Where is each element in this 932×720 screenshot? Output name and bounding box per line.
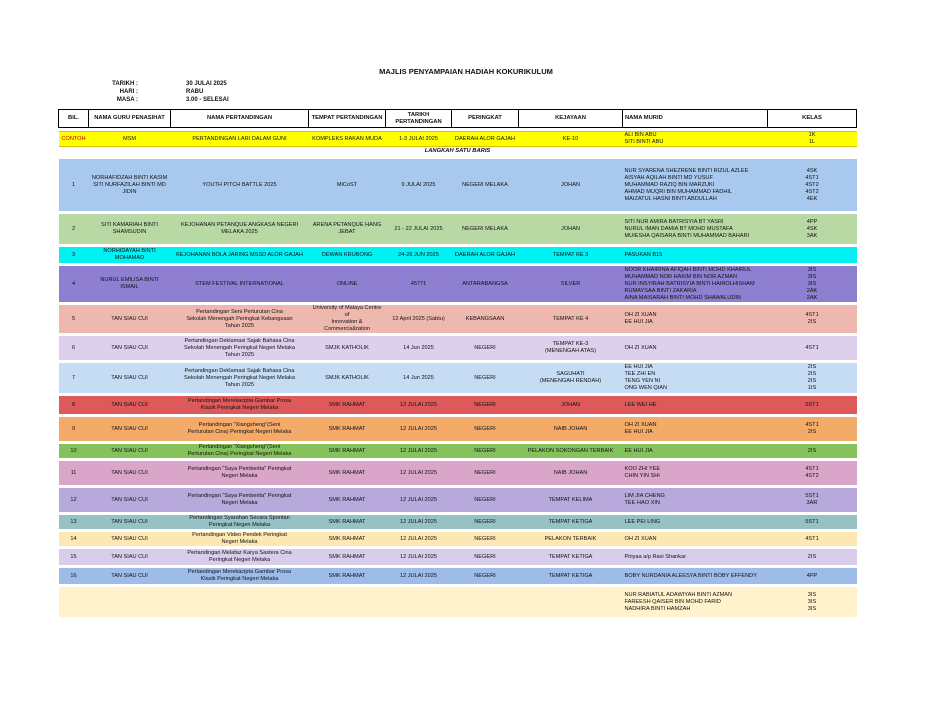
- cell-tempat: MiCoST: [309, 159, 386, 211]
- table-row: [59, 247, 857, 263]
- cell-tarikh: 12 JULAI 2025: [386, 396, 452, 414]
- cell-kelas: 4PP: [768, 568, 857, 584]
- cell-tempat: SMK RAHMAT: [309, 396, 386, 414]
- cell-guru: NORHIDAYAH BINTI MOHAMAD: [89, 247, 171, 263]
- cell-kelas: 3IS 3IS 3IS 2AK 2AK: [768, 266, 857, 302]
- cell-tempat: SMK RAHMAT: [309, 549, 386, 565]
- cell-peringkat: NEGERI: [452, 444, 519, 458]
- cell-tarikh: 12 JULAI 2025: [386, 488, 452, 512]
- cell-peringkat: NEGERI: [452, 549, 519, 565]
- cell-pertandingan: Pertandingan Video Pendek Peringkat Negeri Melaka: [171, 532, 309, 546]
- cell-tempat: SMK RAHMAT: [309, 417, 386, 441]
- cell-pertandingan: STEM FESTIVAL INTERNATIONAL: [171, 266, 309, 302]
- cell-kejayaan: TEMPAT KE 3: [519, 247, 623, 263]
- award-table: [58, 109, 857, 617]
- table-row: [59, 214, 857, 244]
- cell-peringkat: KEBANGSAAN: [452, 305, 519, 333]
- cell-bil: 4: [59, 266, 89, 302]
- example-tempat: KOMPLEKS RAKAN MUDA: [309, 132, 386, 147]
- cell-murid: KOO ZHI YEE CHIN YIN SHI: [623, 461, 768, 485]
- cell-murid: LIM JIA CHENG TEE HAO XIN: [623, 488, 768, 512]
- cell-pertandingan: Pertandingan Seni Perturutan Cina Sekolah Menengah Peringkat Kebangsaan Tahun 2025: [171, 305, 309, 333]
- cell-kelas: 4ST1 2IS: [768, 305, 857, 333]
- cell-murid: LEE PEI LING: [623, 515, 768, 529]
- cell-guru: TAN SIAU CUI: [89, 336, 171, 360]
- cell-pertandingan: KEJOHANAN BOLA JARING MSSD ALOR GAJAH: [171, 247, 309, 263]
- cell-peringkat: DAERAH ALOR GAJAH: [452, 247, 519, 263]
- cell-tempat: SMK RAHMAT: [309, 444, 386, 458]
- cell-pertandingan: Pertandingan Deklamasi Sajak Bahasa Cina Sekolah Menengah Peringkat Negeri Melaka Tahun 2025: [171, 363, 309, 393]
- cell-peringkat: NEGERI: [452, 515, 519, 529]
- cell-murid: NUR SYARENA SHEZRENE BINTI RIZUL AZLEE AISYAH AQILAH BINTI MD YUSUF MUHAMMAD RAZIQ BIN MARZUKI AHMAD MUQRI BIN MUHAMMAD FADHIL MAIZATUL HASNI BINTI ABDULLAH: [623, 159, 768, 211]
- cell-kelas: 2IS: [768, 549, 857, 565]
- cell-pertandingan: Pertandingan "Saya Pemberita" Peringkat Negeri Melaka: [171, 461, 309, 485]
- langkah-row: [59, 147, 857, 157]
- table-row: [59, 336, 857, 360]
- cell-murid: NOOR KHAIRINA AFIQAH BINTI MOHD KHAIRUL MUHAMMAD NOR HAKIM BIN NOR AZMAN NUR INSYIRAH BATRISYIA BINTI HAIROLHISHAM RUMAYSAA BINTI ZAKARIA AINA MAISARAH BINTI MOHD SHAWALUDIN: [623, 266, 768, 302]
- header-bil: BIL.: [59, 110, 89, 128]
- cell-pertandingan: Pertandingan Deklamasi Sajak Bahasa Cina Sekolah Menengah Peringkat Negeri Melaka Tahun 2025: [171, 336, 309, 360]
- cell-peringkat: NEGERI MELAKA: [452, 214, 519, 244]
- cell-kejayaan: TEMPAT KE 4: [519, 305, 623, 333]
- cell-kejayaan: SAGUHATI (MENENGAH RENDAH): [519, 363, 623, 393]
- cell-kejayaan: PELAKON TERBAIK: [519, 532, 623, 546]
- cell-tarikh: 12 JULAI 2025: [386, 444, 452, 458]
- cell-tarikh: 12 JULAI 2025: [386, 417, 452, 441]
- table-row: [59, 444, 857, 458]
- cell-pertandingan: Pertandingan "Xiangsheng"(Seni Perturutan Cina) Peringkat Negeri Melaka: [171, 444, 309, 458]
- cell-tarikh: 14 Jun 2025: [386, 336, 452, 360]
- example-kejayaan: KE-10: [519, 132, 623, 147]
- header-tarikh: TARIKH PERTANDINGAN: [386, 110, 452, 128]
- cell-tempat: SMJK KATHOLIK: [309, 336, 386, 360]
- cell-kejayaan: PELAKON SOKONGAN TERBAIK: [519, 444, 623, 458]
- cell-tempat: SMK RAHMAT: [309, 488, 386, 512]
- header-pertandingan: NAMA PERTANDINGAN: [171, 110, 309, 128]
- cell-guru: TAN SIAU CUI: [89, 515, 171, 529]
- cell-guru: TAN SIAU CUI: [89, 305, 171, 333]
- table-row: [59, 568, 857, 584]
- cell-kejayaan: NAIB JOHAN: [519, 417, 623, 441]
- table-header: [59, 110, 857, 128]
- cell-guru: TAN SIAU CUI: [89, 363, 171, 393]
- cell-peringkat: [452, 587, 519, 617]
- cell-murid: Piriyaa a/p Ravi Shankar: [623, 549, 768, 565]
- cell-peringkat: NEGERI: [452, 396, 519, 414]
- cell-kejayaan: TEMPAT KELIMA: [519, 488, 623, 512]
- meta-masa: MASA : 3.00 - SELESAI: [116, 97, 229, 103]
- example-bil: CONTOH: [59, 132, 89, 147]
- cell-bil: 14: [59, 532, 89, 546]
- cell-bil: 7: [59, 363, 89, 393]
- cell-guru: SITI KAMARIAH BINTI SHAMSUDIN: [89, 214, 171, 244]
- cell-kejayaan: JOHAN: [519, 159, 623, 211]
- cell-tarikh: 12 April 2025 (Sabtu): [386, 305, 452, 333]
- cell-tarikh: 12 JULAI 2025: [386, 461, 452, 485]
- table-row: [59, 549, 857, 565]
- cell-kelas: 4ST1 4ST2: [768, 461, 857, 485]
- cell-kelas: 2IS: [768, 444, 857, 458]
- report-title: MAJLIS PENYAMPAIAN HADIAH KOKURIKULUM: [379, 67, 553, 76]
- cell-tarikh: 45771: [386, 266, 452, 302]
- cell-guru: NURUL EMILISA BINTI ISMAIL: [89, 266, 171, 302]
- cell-tempat: University of Malaya Centre of Innovation & Commercialization: [309, 305, 386, 333]
- cell-kejayaan: TEMPAT KE-3 (MENENGAH ATAS): [519, 336, 623, 360]
- cell-peringkat: NEGERI: [452, 568, 519, 584]
- cell-kejayaan: JOHAN: [519, 396, 623, 414]
- example-tarikh: 1-3 JULAI 2025: [386, 132, 452, 147]
- cell-tempat: SMJK KATHOLIK: [309, 363, 386, 393]
- cell-tempat: SMK RAHMAT: [309, 568, 386, 584]
- cell-peringkat: NEGERI: [452, 336, 519, 360]
- cell-kelas: 5ST1: [768, 396, 857, 414]
- cell-bil: 16: [59, 568, 89, 584]
- cell-bil: 9: [59, 417, 89, 441]
- cell-kejayaan: TEMPAT KETIGA: [519, 568, 623, 584]
- cell-guru: TAN SIAU CUI: [89, 461, 171, 485]
- cell-kelas: 5ST1: [768, 515, 857, 529]
- cell-murid: OH ZI XUAN EE HUI JIA: [623, 417, 768, 441]
- cell-kelas: 2IS 2IS 2IS 1IS: [768, 363, 857, 393]
- cell-tarikh: 24-26 JUN 2025: [386, 247, 452, 263]
- cell-pertandingan: Pertandingan Syarahan Secara Spontan Peringkat Negeri Melaka: [171, 515, 309, 529]
- cell-murid: OH ZI XUAN: [623, 336, 768, 360]
- cell-murid: NUR RABIATUL ADAWIYAH BINTI AZMAN FAREESH QAISER BIN MOHD FARID NADHIRA BINTI HAMZAH: [623, 587, 768, 617]
- cell-peringkat: NEGERI MELAKA: [452, 159, 519, 211]
- cell-kelas: [768, 247, 857, 263]
- cell-pertandingan: Pertandingan Melafaz Karya Sastera Cina Peringkat Negeri Melaka: [171, 549, 309, 565]
- table-row: [59, 396, 857, 414]
- cell-tempat: SMK RAHMAT: [309, 515, 386, 529]
- cell-murid: LEE WEI HE: [623, 396, 768, 414]
- header-murid: NAMA MURID: [623, 110, 768, 128]
- cell-pertandingan: Pertandingan "Xiangsheng"(Seni Perturutan Cina) Peringkat Negeri Melaka: [171, 417, 309, 441]
- cell-tarikh: 12 JULAI 2025: [386, 515, 452, 529]
- cell-peringkat: ANTARABANGSA: [452, 266, 519, 302]
- cell-guru: [89, 587, 171, 617]
- cell-kelas: 5ST1 3AR: [768, 488, 857, 512]
- cell-bil: 11: [59, 461, 89, 485]
- cell-guru: TAN SIAU CUI: [89, 532, 171, 546]
- cell-tempat: SMK RAHMAT: [309, 461, 386, 485]
- cell-kejayaan: NAIB JOHAN: [519, 461, 623, 485]
- cell-tempat: ARENA PETANQUE HANG JEBAT: [309, 214, 386, 244]
- example-murid: ALI BIN ABU SITI BINTI ABU: [623, 132, 768, 147]
- cell-murid: OH ZI XUAN: [623, 532, 768, 546]
- cell-bil: 2: [59, 214, 89, 244]
- cell-bil: 3: [59, 247, 89, 263]
- cell-guru: TAN SIAU CUI: [89, 396, 171, 414]
- header-kejayaan: KEJAYAAN: [519, 110, 623, 128]
- cell-tarikh: 12 JULAI 2025: [386, 532, 452, 546]
- table-row: [59, 417, 857, 441]
- cell-bil: 1: [59, 159, 89, 211]
- meta-tarikh: TARIKH : 30 JULAI 2025: [112, 81, 227, 87]
- cell-tarikh: 12 JULAI 2025: [386, 568, 452, 584]
- example-peringkat: DAERAH ALOR GAJAH: [452, 132, 519, 147]
- example-kelas: 1K 1L: [768, 132, 857, 147]
- cell-tempat: DEWAN KRUBONG: [309, 247, 386, 263]
- cell-tempat: SMK RAHMAT: [309, 532, 386, 546]
- cell-peringkat: NEGERI: [452, 461, 519, 485]
- cell-kelas: 4ST1: [768, 532, 857, 546]
- table-row: [59, 587, 857, 617]
- cell-pertandingan: KEJOHANAN PETANQUE ANGKASA NEGERI MELAKA 2025: [171, 214, 309, 244]
- cell-kelas: 4SK 4ST1 4ST2 4ST2 4EK: [768, 159, 857, 211]
- cell-bil: 5: [59, 305, 89, 333]
- header-peringkat: PERINGKAT: [452, 110, 519, 128]
- table-row: [59, 532, 857, 546]
- cell-guru: TAN SIAU CUI: [89, 444, 171, 458]
- cell-tarikh: 14 Jun 2025: [386, 363, 452, 393]
- cell-peringkat: NEGERI: [452, 488, 519, 512]
- cell-guru: TAN SIAU CUI: [89, 549, 171, 565]
- cell-kejayaan: [519, 587, 623, 617]
- cell-tempat: ONLINE: [309, 266, 386, 302]
- example-guru: MSM: [89, 132, 171, 147]
- cell-guru: NORHAFIDZAH BINTI KASIM SITI NURFAZILAH BINTI MD JIDIN: [89, 159, 171, 211]
- cell-guru: TAN SIAU CUI: [89, 417, 171, 441]
- table-row: [59, 488, 857, 512]
- cell-tarikh: 9 JULAI 2025: [386, 159, 452, 211]
- cell-kejayaan: JOHAN: [519, 214, 623, 244]
- cell-pertandingan: [171, 587, 309, 617]
- cell-bil: 10: [59, 444, 89, 458]
- langkah-satu-baris: LANGKAH SATU BARIS: [424, 148, 491, 154]
- table-row: [59, 363, 857, 393]
- example-pertandingan: PERTANDINGAN LARI DALAM GUNI: [171, 132, 309, 147]
- cell-pertandingan: Pertandingan "Saya Pemberita" Peringkat Negeri Melaka: [171, 488, 309, 512]
- cell-peringkat: NEGERI: [452, 363, 519, 393]
- cell-guru: TAN SIAU CUI: [89, 488, 171, 512]
- table-row: [59, 305, 857, 333]
- event-meta: [80, 80, 229, 104]
- cell-murid: PASUKAN B15: [623, 247, 768, 263]
- cell-murid: EE HUI JIA: [623, 444, 768, 458]
- cell-tarikh: 12 JULAI 2025: [386, 549, 452, 565]
- cell-kelas: 4ST1 2IS: [768, 417, 857, 441]
- cell-kejayaan: SILVER: [519, 266, 623, 302]
- table-row: [59, 515, 857, 529]
- header-guru: NAMA GURU PENASIHAT: [89, 110, 171, 128]
- cell-bil: 8: [59, 396, 89, 414]
- cell-pertandingan: Pertandingan Merekacipta Gambar Prosa Klasik Peringkat Negeri Melaka: [171, 396, 309, 414]
- cell-kejayaan: TEMPAT KETIGA: [519, 549, 623, 565]
- cell-tempat: [309, 587, 386, 617]
- cell-kelas: 4ST1: [768, 336, 857, 360]
- cell-kejayaan: TEMPAT KETIGA: [519, 515, 623, 529]
- cell-kelas: 3IS 3IS 3IS: [768, 587, 857, 617]
- cell-peringkat: NEGERI: [452, 417, 519, 441]
- cell-murid: EE HUI JIA TEE ZHI EN TENG YEN NI ONG WEN QIAN: [623, 363, 768, 393]
- table-row: [59, 266, 857, 302]
- cell-kelas: 4PP 4SK 3AK: [768, 214, 857, 244]
- table-row: [59, 159, 857, 211]
- header-tempat: TEMPAT PERTANDINGAN: [309, 110, 386, 128]
- example-row: [59, 132, 857, 147]
- cell-pertandingan: YOUTH PITCH BATTLE 2025: [171, 159, 309, 211]
- header-kelas: KELAS: [768, 110, 857, 128]
- cell-bil: 15: [59, 549, 89, 565]
- cell-tarikh: 21 - 22 JULAI 2025: [386, 214, 452, 244]
- cell-murid: BOBY NURDANIA ALEESYA BINTI BOBY EFFENDY: [623, 568, 768, 584]
- meta-hari: HARI : RABU: [119, 89, 204, 95]
- cell-tarikh: [386, 587, 452, 617]
- cell-guru: TAN SIAU CUI: [89, 568, 171, 584]
- cell-murid: OH ZI XUAN EE HUI JIA: [623, 305, 768, 333]
- cell-murid: SITI NUR AMIRA BATRISYIA BT YASRI NURUL IMAN DAMIA BT MOHD MUSTAFA MUIESHA QAISARA BINTI MUHAMMAD BAHARI: [623, 214, 768, 244]
- table-row: [59, 461, 857, 485]
- cell-bil: [59, 587, 89, 617]
- cell-peringkat: NEGERI: [452, 532, 519, 546]
- cell-bil: 12: [59, 488, 89, 512]
- cell-bil: 13: [59, 515, 89, 529]
- cell-bil: 6: [59, 336, 89, 360]
- cell-pertandingan: Pertandingan Merekacipta Gambar Prosa Klasik Peringkat Negeri Melaka: [171, 568, 309, 584]
